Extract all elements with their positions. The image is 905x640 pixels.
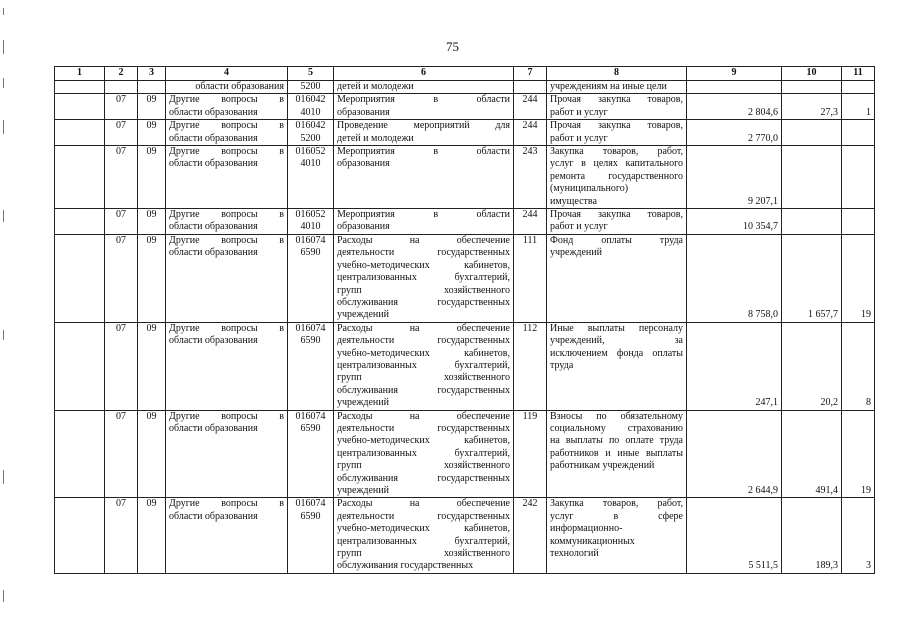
cell-col6-line: учебно-методических кабинетов, <box>337 435 510 447</box>
cell-col8-line: (муниципального) <box>550 183 629 195</box>
cell-col8 <box>547 498 687 573</box>
cell-col10 <box>782 146 842 209</box>
cell-col6 <box>334 234 514 322</box>
cell-col6-line: Мероприятия в области <box>337 94 510 106</box>
header-cell-col2: 2 <box>105 67 138 81</box>
cell-col6-line: учреждений <box>337 397 389 409</box>
cell-col2: 07 <box>105 498 138 573</box>
cell-col4 <box>166 498 288 573</box>
cell-col4 <box>166 94 288 120</box>
cell-col7 <box>514 81 547 94</box>
table-row <box>55 498 875 573</box>
cell-col7: 243 <box>514 146 547 209</box>
cell-col2: 07 <box>105 322 138 410</box>
cell-col6-line: групп хозяйственного <box>337 548 510 560</box>
cell-col4-line: области образования <box>169 422 258 434</box>
cell-col4-line: области образования <box>169 221 258 233</box>
cell-col6-line: обслуживания государственных <box>337 560 474 572</box>
cell-col10: 1 657,7 <box>782 234 842 322</box>
cell-col11: 3 <box>842 498 875 573</box>
cell-col6-line: учебно-методических кабинетов, <box>337 259 510 271</box>
cell-col4-line: Другие вопросы в <box>169 120 284 132</box>
cell-col8-line: коммуникационных <box>550 535 635 547</box>
cell-col4-line: Другие вопросы в <box>169 410 284 422</box>
cell-col1 <box>55 498 105 573</box>
page-number: 75 <box>446 39 459 54</box>
table-row <box>55 120 875 146</box>
cell-col4 <box>166 120 288 146</box>
cell-col4-line: области образования <box>169 158 258 170</box>
cell-col8-line: имущества <box>550 195 597 207</box>
cell-col6-line: централизованных бухгалтерий, <box>337 359 510 371</box>
cell-col8-line: информационно- <box>550 523 623 535</box>
table-row <box>55 410 875 498</box>
cell-col1 <box>55 234 105 322</box>
cell-col6-line: централизованных бухгалтерий, <box>337 272 510 284</box>
cell-col8-line: исключением фонда оплаты <box>550 347 683 359</box>
table-row <box>55 322 875 410</box>
cell-col5-line: 4010 <box>300 106 321 118</box>
header-cell-col11: 11 <box>842 67 875 81</box>
cell-col6-line: детей и молодежи <box>337 132 414 144</box>
cell-col8-line: Взносы по обязательному <box>550 410 683 422</box>
cell-col9: 8 758,0 <box>687 234 782 322</box>
cell-col4-line: Другие вопросы в <box>169 94 284 106</box>
cell-col9: 2 770,0 <box>687 120 782 146</box>
cell-col6-line: деятельности государственных <box>337 247 510 259</box>
budget-table <box>54 66 875 574</box>
cell-col1 <box>55 410 105 498</box>
cell-col7: 119 <box>514 410 547 498</box>
cell-col4 <box>166 322 288 410</box>
table-row <box>55 94 875 120</box>
header-cell-col7: 7 <box>514 67 547 81</box>
cell-col6-line: централизованных бухгалтерий, <box>337 535 510 547</box>
cell-col10: 20,2 <box>782 322 842 410</box>
cell-col8-line: услуг в целях капитального <box>550 158 683 170</box>
cell-col6-line: Расходы на обеспечение <box>337 234 510 246</box>
cell-col2: 07 <box>105 94 138 120</box>
cell-col5-line: 5200 <box>300 132 321 144</box>
cell-col5-line: 6590 <box>300 335 321 347</box>
cell-col8-line: Закупка товаров, работ, <box>550 498 683 510</box>
cell-col3: 09 <box>138 498 166 573</box>
cell-col11: 1 <box>842 94 875 120</box>
cell-col4 <box>166 146 288 209</box>
cell-col5-line: 4010 <box>300 221 321 233</box>
cell-col5-line: 016042 <box>295 94 326 106</box>
cell-col10 <box>782 120 842 146</box>
cell-col9: 2 644,9 <box>687 410 782 498</box>
cell-col8-line: Прочая закупка товаров, <box>550 94 683 106</box>
cell-col10: 491,4 <box>782 410 842 498</box>
cell-col5 <box>288 146 334 209</box>
cell-col8-line: работ и услуг <box>550 106 608 118</box>
scan-edge-mark <box>3 210 4 222</box>
cell-col1 <box>55 120 105 146</box>
cell-col6-line: обслуживания государственных <box>337 296 510 308</box>
cell-col8 <box>547 209 687 235</box>
cell-col5-line: 016052 <box>295 146 326 158</box>
scan-edge-mark <box>3 120 4 134</box>
cell-col9: 2 804,6 <box>687 94 782 120</box>
cell-col6: детей и молодежи <box>334 81 514 94</box>
cell-col6-line: групп хозяйственного <box>337 372 510 384</box>
cell-col1 <box>55 146 105 209</box>
cell-col6-line: обслуживания государственных <box>337 472 510 484</box>
cell-col8-line: Закупка товаров, работ, <box>550 146 683 158</box>
cell-col7: 112 <box>514 322 547 410</box>
cell-col3: 09 <box>138 234 166 322</box>
cell-col8-line: учреждений, за <box>550 335 683 347</box>
cell-col6 <box>334 146 514 209</box>
cell-col7: 242 <box>514 498 547 573</box>
cell-col3: 09 <box>138 146 166 209</box>
cell-col5-line: 4010 <box>300 158 321 170</box>
cell-col6 <box>334 209 514 235</box>
header-cell-col4: 4 <box>166 67 288 81</box>
cell-col5 <box>288 410 334 498</box>
cell-col5-line: 016074 <box>295 234 326 246</box>
cell-col6-line: образования <box>337 106 390 118</box>
table-row <box>55 234 875 322</box>
table-body <box>55 81 875 574</box>
cell-col5 <box>288 234 334 322</box>
cell-col4-line: Другие вопросы в <box>169 322 284 334</box>
cell-col2 <box>105 81 138 94</box>
cell-col10: 27,3 <box>782 94 842 120</box>
cell-col6-line: образования <box>337 221 390 233</box>
cell-col6 <box>334 94 514 120</box>
cell-col3 <box>138 81 166 94</box>
table-header <box>55 67 875 81</box>
cell-col4-line: Другие вопросы в <box>169 146 284 158</box>
cell-col4-line: области образования <box>169 335 258 347</box>
cell-col6-line: образования <box>337 158 390 170</box>
cell-col11 <box>842 120 875 146</box>
cell-col4-line: Другие вопросы в <box>169 498 284 510</box>
cell-col5-line: 016074 <box>295 498 326 510</box>
cell-col5 <box>288 209 334 235</box>
cell-col3: 09 <box>138 94 166 120</box>
cell-col10 <box>782 209 842 235</box>
cell-col4-line: Другие вопросы в <box>169 209 284 221</box>
cell-col8 <box>547 410 687 498</box>
cell-col5-line: 6590 <box>300 510 321 522</box>
cell-col8-line: работников и иные выплаты <box>550 447 683 459</box>
cell-col5-line: 016074 <box>295 322 326 334</box>
cell-col10: 189,3 <box>782 498 842 573</box>
cell-col4-line: Другие вопросы в <box>169 234 284 246</box>
cell-col8 <box>547 120 687 146</box>
cell-col5 <box>288 498 334 573</box>
cell-col4 <box>166 209 288 235</box>
cell-col8-line: труда <box>550 359 574 371</box>
cell-col3: 09 <box>138 322 166 410</box>
cell-col1 <box>55 81 105 94</box>
scan-edge-mark <box>3 330 4 340</box>
table-header-row <box>55 67 875 81</box>
cell-col4 <box>166 234 288 322</box>
cell-col6-line: Расходы на обеспечение <box>337 498 510 510</box>
cell-col2: 07 <box>105 410 138 498</box>
cell-col6-line: учреждений <box>337 485 389 496</box>
cell-col5-line: 6590 <box>300 422 321 434</box>
cell-col11 <box>842 209 875 235</box>
header-cell-col6: 6 <box>334 67 514 81</box>
cell-col6-line: групп хозяйственного <box>337 460 510 472</box>
cell-col8 <box>547 146 687 209</box>
cell-col9: 10 354,7 <box>687 209 782 235</box>
cell-col4-line: области образования <box>169 132 258 144</box>
scan-edge-mark <box>3 590 4 602</box>
cell-col5-line: 6590 <box>300 247 321 259</box>
cell-col11: 8 <box>842 322 875 410</box>
cell-col8-line: работникам учреждений <box>550 460 655 472</box>
cell-col8-line: работ и услуг <box>550 221 608 233</box>
cell-col9: 247,1 <box>687 322 782 410</box>
cell-col8 <box>547 322 687 410</box>
cell-col5 <box>288 120 334 146</box>
cell-col6-line: обслуживания государственных <box>337 384 510 396</box>
cell-col6-line: централизованных бухгалтерий, <box>337 447 510 459</box>
cell-col2: 07 <box>105 120 138 146</box>
cell-col6-line: учреждений <box>337 309 389 321</box>
cell-col3: 09 <box>138 209 166 235</box>
cell-col8-line: работ и услуг <box>550 132 608 144</box>
table-row <box>55 146 875 209</box>
cell-col11: 19 <box>842 234 875 322</box>
cell-col8 <box>547 94 687 120</box>
cell-col6-line: Расходы на обеспечение <box>337 410 510 422</box>
cell-col7: 244 <box>514 94 547 120</box>
cell-col11: 19 <box>842 410 875 498</box>
scan-edge-mark <box>3 78 4 88</box>
header-cell-col1: 1 <box>55 67 105 81</box>
cell-col6-line: Проведение мероприятий для <box>337 120 510 132</box>
cell-col6 <box>334 322 514 410</box>
cell-col3: 09 <box>138 410 166 498</box>
cell-col10 <box>782 81 842 94</box>
cell-col7: 244 <box>514 209 547 235</box>
cell-col2: 07 <box>105 209 138 235</box>
cell-col9: 9 207,1 <box>687 146 782 209</box>
cell-col8-line: на выплаты по оплате труда <box>550 435 683 447</box>
header-cell-col5: 5 <box>288 67 334 81</box>
cell-col4-line: области образования <box>169 106 258 118</box>
cell-col5-line: 016052 <box>295 209 326 221</box>
cell-col8-line: учреждений <box>550 247 602 259</box>
cell-col8-line: ремонта государственного <box>550 170 683 182</box>
cell-col6-line: Расходы на обеспечение <box>337 322 510 334</box>
cell-col6 <box>334 120 514 146</box>
cell-col4-line: области образования <box>169 247 258 259</box>
cell-col5 <box>288 94 334 120</box>
cell-col4: области образования <box>166 81 288 94</box>
cell-col6-line: Мероприятия в области <box>337 209 510 221</box>
header-cell-col9: 9 <box>687 67 782 81</box>
cell-col5 <box>288 322 334 410</box>
cell-col7: 244 <box>514 120 547 146</box>
cell-col3: 09 <box>138 120 166 146</box>
cell-col5-line: 016074 <box>295 410 326 422</box>
scan-edge-mark <box>3 470 4 484</box>
cell-col6-line: групп хозяйственного <box>337 284 510 296</box>
cell-col11 <box>842 146 875 209</box>
cell-col8 <box>547 234 687 322</box>
cell-col8-line: услуг в сфере <box>550 510 683 522</box>
cell-col6-line: Мероприятия в области <box>337 146 510 158</box>
cell-col6-line: учебно-методических кабинетов, <box>337 523 510 535</box>
cell-col6-line: деятельности государственных <box>337 510 510 522</box>
cell-col11 <box>842 81 875 94</box>
cell-col1 <box>55 209 105 235</box>
cell-col8-line: Иные выплаты персоналу <box>550 322 683 334</box>
cell-col2: 07 <box>105 146 138 209</box>
cell-col9: 5 511,5 <box>687 498 782 573</box>
cell-col6-line: учебно-методических кабинетов, <box>337 347 510 359</box>
cell-col8: учреждениям на иные цели <box>547 81 687 94</box>
table-row <box>55 209 875 235</box>
cell-col8-line: Прочая закупка товаров, <box>550 209 683 221</box>
header-cell-col8: 8 <box>547 67 687 81</box>
cell-col8-line: социальному страхованию <box>550 422 683 434</box>
header-cell-col3: 3 <box>138 67 166 81</box>
cell-col1 <box>55 322 105 410</box>
cell-col4-line: области образования <box>169 510 258 522</box>
header-cell-col10: 10 <box>782 67 842 81</box>
continuation-row <box>55 81 875 94</box>
cell-col7: 111 <box>514 234 547 322</box>
scan-edge-mark <box>3 8 4 15</box>
cell-col4 <box>166 410 288 498</box>
cell-col8-line: Прочая закупка товаров, <box>550 120 683 132</box>
cell-col6 <box>334 498 514 573</box>
cell-col9 <box>687 81 782 94</box>
cell-col5: 5200 <box>288 81 334 94</box>
cell-col2: 07 <box>105 234 138 322</box>
cell-col6-line: деятельности государственных <box>337 422 510 434</box>
cell-col6-line: деятельности государственных <box>337 335 510 347</box>
cell-col8-line: Фонд оплаты труда <box>550 234 683 246</box>
cell-col1 <box>55 94 105 120</box>
cell-col6 <box>334 410 514 498</box>
cell-col5-line: 016042 <box>295 120 326 132</box>
cell-col8-line: технологий <box>550 548 599 560</box>
